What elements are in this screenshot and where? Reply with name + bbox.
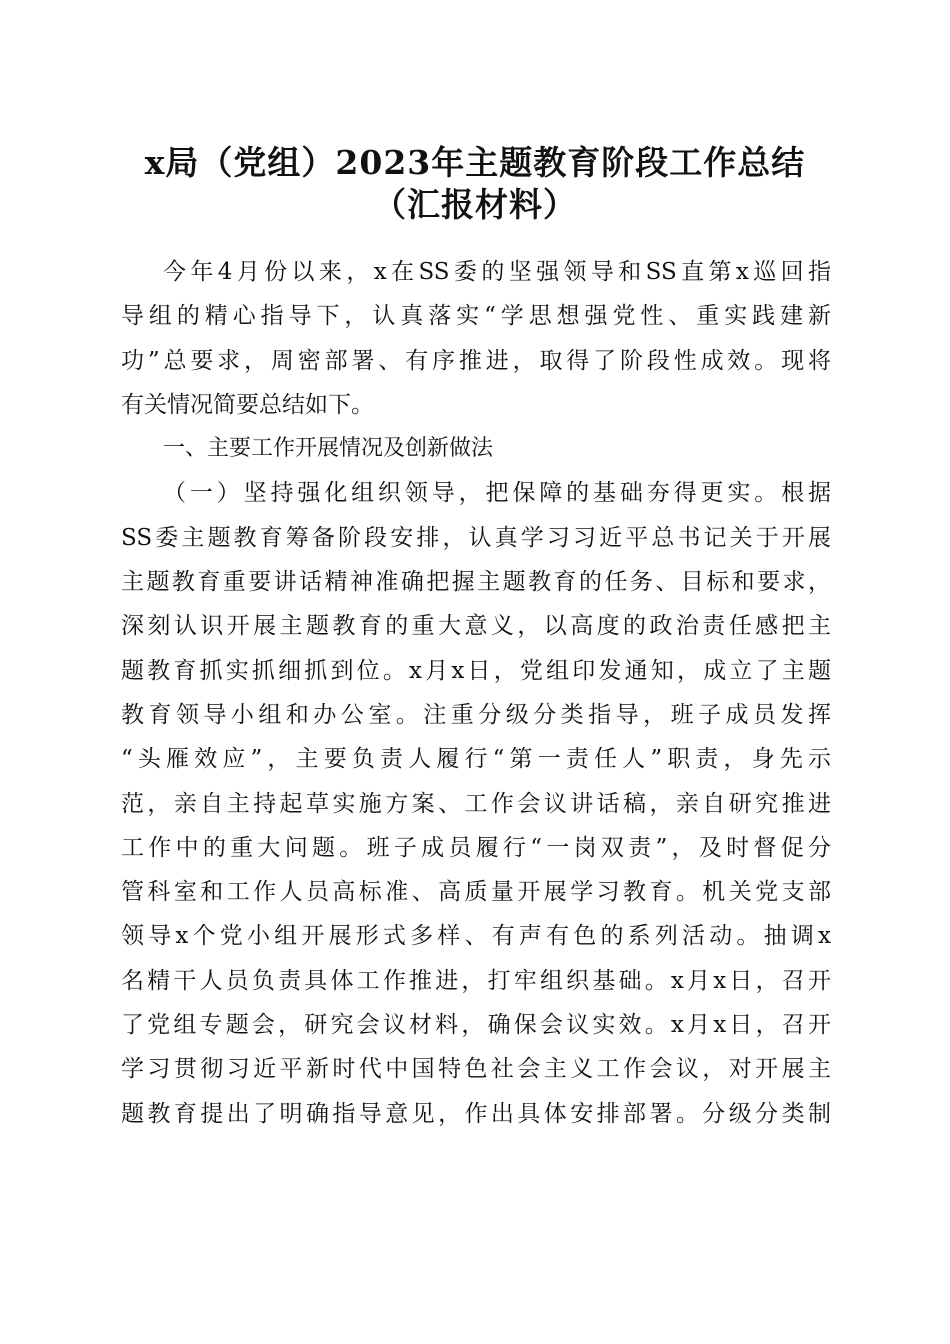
- document-title-line-1: x局（党组）2023年主题教育阶段工作总结: [144, 143, 806, 182]
- document-body: [121, 250, 831, 1136]
- paragraph-line: “头雁效应”，主要负责人履行“第一责任人”职责，身先示: [121, 746, 831, 773]
- intro-line: 有关情况简要总结如下。: [121, 391, 374, 418]
- paragraph-line: 深刻认识开展主题教育的重大意义，以高度的政治责任感把主: [121, 613, 831, 640]
- paragraph-line: 了党组专题会，研究会议材料，确保会议实效。x月x日，召开: [121, 1012, 831, 1039]
- paragraph-line: 题教育提出了明确指导意见，作出具体安排部署。分级分类制: [121, 1100, 831, 1127]
- intro-line: 今年4月份以来，x在SS委的坚强领导和SS直第x巡回指: [163, 259, 831, 285]
- paragraph-line: 工作中的重大问题。班子成员履行“一岗双责”，及时督促分: [121, 834, 831, 861]
- section-heading: 一、主要工作开展情况及创新做法: [163, 436, 494, 462]
- paragraph-line: 范，亲自主持起草实施方案、工作会议讲话稿，亲自研究推进: [121, 790, 831, 817]
- paragraph-line: 题教育抓实抓细抓到位。x月x日，党组印发通知，成立了主题: [121, 657, 831, 684]
- paragraph-line: 教育领导小组和办公室。注重分级分类指导，班子成员发挥: [121, 701, 831, 728]
- paragraph-line: 学习贯彻习近平新时代中国特色社会主义工作会议，对开展主: [121, 1056, 831, 1083]
- paragraph-line: 管科室和工作人员高标准、高质量开展学习教育。机关党支部: [121, 879, 831, 906]
- paragraph-line: （一）坚持强化组织领导，把保障的基础夯得更实。根据: [163, 480, 831, 507]
- paragraph-line: SS委主题教育筹备阶段安排，认真学习习近平总书记关于开展: [121, 524, 831, 551]
- intro-line: 导组的精心指导下，认真落实“学思想强党性、重实践建新: [121, 303, 831, 330]
- document-title-line-2: （汇报材料）: [373, 185, 577, 224]
- paragraph-line: 主题教育重要讲话精神准确把握主题教育的任务、目标和要求，: [121, 569, 831, 596]
- paragraph-line: 领导x个党小组开展形式多样、有声有色的系列活动。抽调x: [121, 923, 831, 950]
- intro-line: 功”总要求，周密部署、有序推进，取得了阶段性成效。现将: [121, 347, 831, 374]
- paragraph-line: 名精干人员负责具体工作推进，打牢组织基础。x月x日，召开: [121, 967, 831, 994]
